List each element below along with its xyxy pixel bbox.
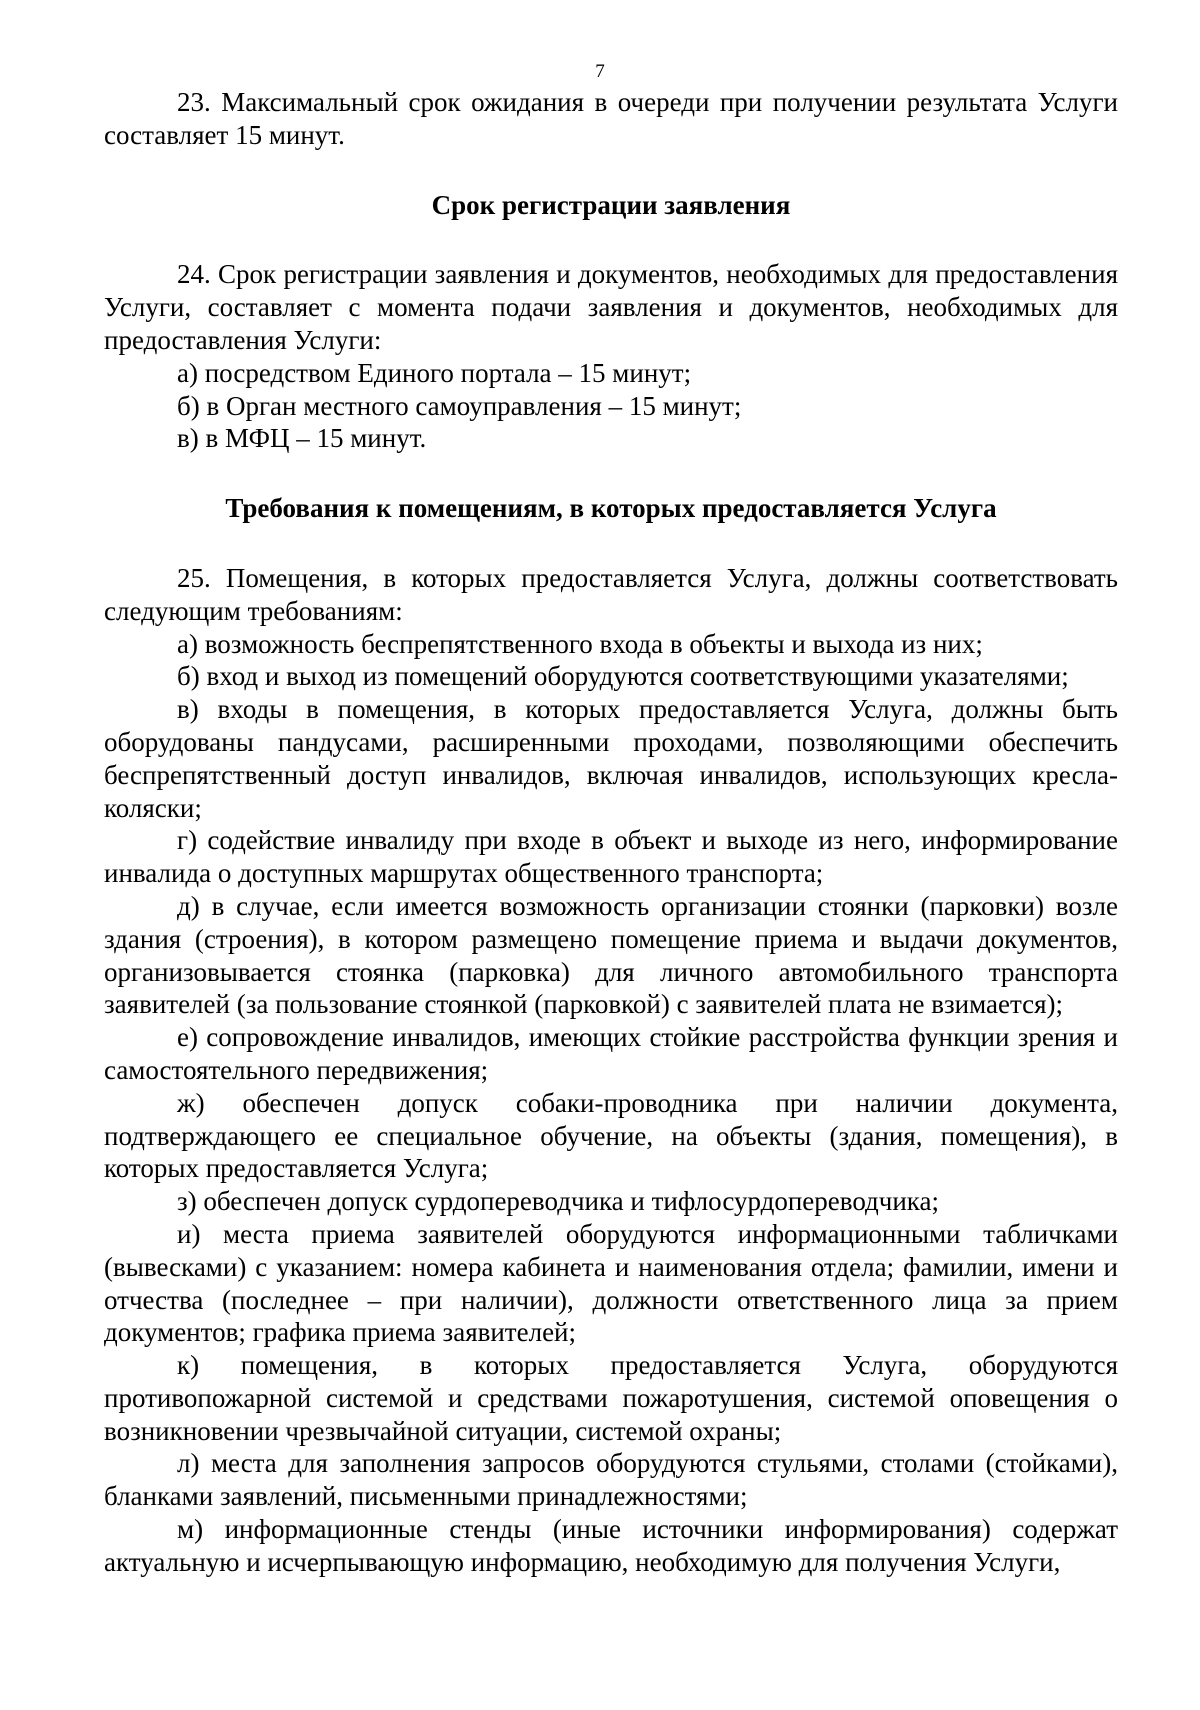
spacer — [104, 525, 1118, 562]
spacer — [104, 455, 1118, 492]
heading-premises-requirements: Требования к помещениям, в которых предоставляется Услуга — [225, 493, 997, 524]
paragraph-25-item-d: г) содействие инвалиду при входе в объект и выходе из него, информирование инвалида о доступных маршрутах общественного транспорта; — [104, 825, 1118, 889]
document-body — [104, 86, 1118, 1579]
heading-registration-term: Срок регистрации заявления — [431, 189, 791, 220]
spacer — [104, 152, 1118, 189]
paragraph-25: 25. Помещения, в которых предоставляется Услуга, должны соответствовать следующим требованиям: — [104, 562, 1118, 626]
paragraph-25-item-f: е) сопровождение инвалидов, имеющих стойкие расстройства функции зрения и самостоятельного передвижения; — [104, 1022, 1118, 1085]
paragraph-23: 23. Максимальный срок ожидания в очереди при получении результата Услуги составляет 15 минут. — [104, 87, 1118, 150]
paragraph-25-item-h: з) обеспечен допуск сурдопереводчика и тифлосурдопереводчика; — [177, 1186, 939, 1217]
spacer — [104, 221, 1118, 258]
paragraph-24-item-c: в) в МФЦ – 15 минут. — [177, 423, 427, 454]
paragraph-24-item-a: а) посредством Единого портала – 15 минут; — [177, 357, 692, 388]
paragraph-25-item-j: к) помещения, в которых предоставляется Услуга, оборудуются противопожарной системой и средствами пожаротушения, системой оповещения о возникновении чрезвычайной ситуации, системой охраны; — [104, 1350, 1118, 1446]
paragraph-25-item-e: д) в случае, если имеется возможность организации стоянки (парковки) возле здания (строения), в котором размещено помещение приема и выдачи документов, организовывается стоянка (парковка) для личного автомобильного транспорта заявителей (за пользование стоянкой (парковкой) с заявителей плата не взимается); — [104, 890, 1118, 1020]
paragraph-25-item-b: б) вход и выход из помещений оборудуются соответствующими указателями; — [177, 661, 1069, 692]
paragraph-25-item-c: в) входы в помещения, в которых предоставляется Услуга, должны быть оборудованы пандусами, расширенными проходами, позволяющими обеспечить беспрепятственный доступ инвалидов, включая инвалидов, использующих кресла-коляски; — [104, 694, 1118, 823]
paragraph-24-item-b: б) в Орган местного самоуправления – 15 минут; — [177, 390, 742, 421]
paragraph-25-item-l: м) информационные стенды (иные источники информирования) содержат актуальную и исчерпывающую информацию, необходимую для получения Услуги, — [104, 1514, 1118, 1577]
paragraph-25-item-a: а) возможность беспрепятственного входа в объекты и выхода из них; — [177, 628, 983, 659]
paragraph-24: 24. Срок регистрации заявления и документов, необходимых для предоставления Услуги, составляет с момента подачи заявления и документов, необходимых для предоставления Услуги: — [104, 259, 1118, 355]
paragraph-25-item-g: ж) обеспечен допуск собаки-проводника при наличии документа, подтверждающего ее специальное обучение, на объекты (здания, помещения), в которых предоставляется Услуга; — [104, 1087, 1118, 1184]
paragraph-25-item-i: и) места приема заявителей оборудуются информационными табличками (вывесками) с указанием: номера кабинета и наименования отдела; фамилии, имени и отчества (последнее – при наличии), должности ответственного лица за прием документов; графика приема заявителей; — [104, 1218, 1118, 1348]
paragraph-25-item-k: л) места для заполнения запросов оборудуются стульями, столами (стойками), бланками заявлений, письменными принадлежностями; — [104, 1448, 1118, 1512]
page-number: 7 — [595, 61, 605, 82]
